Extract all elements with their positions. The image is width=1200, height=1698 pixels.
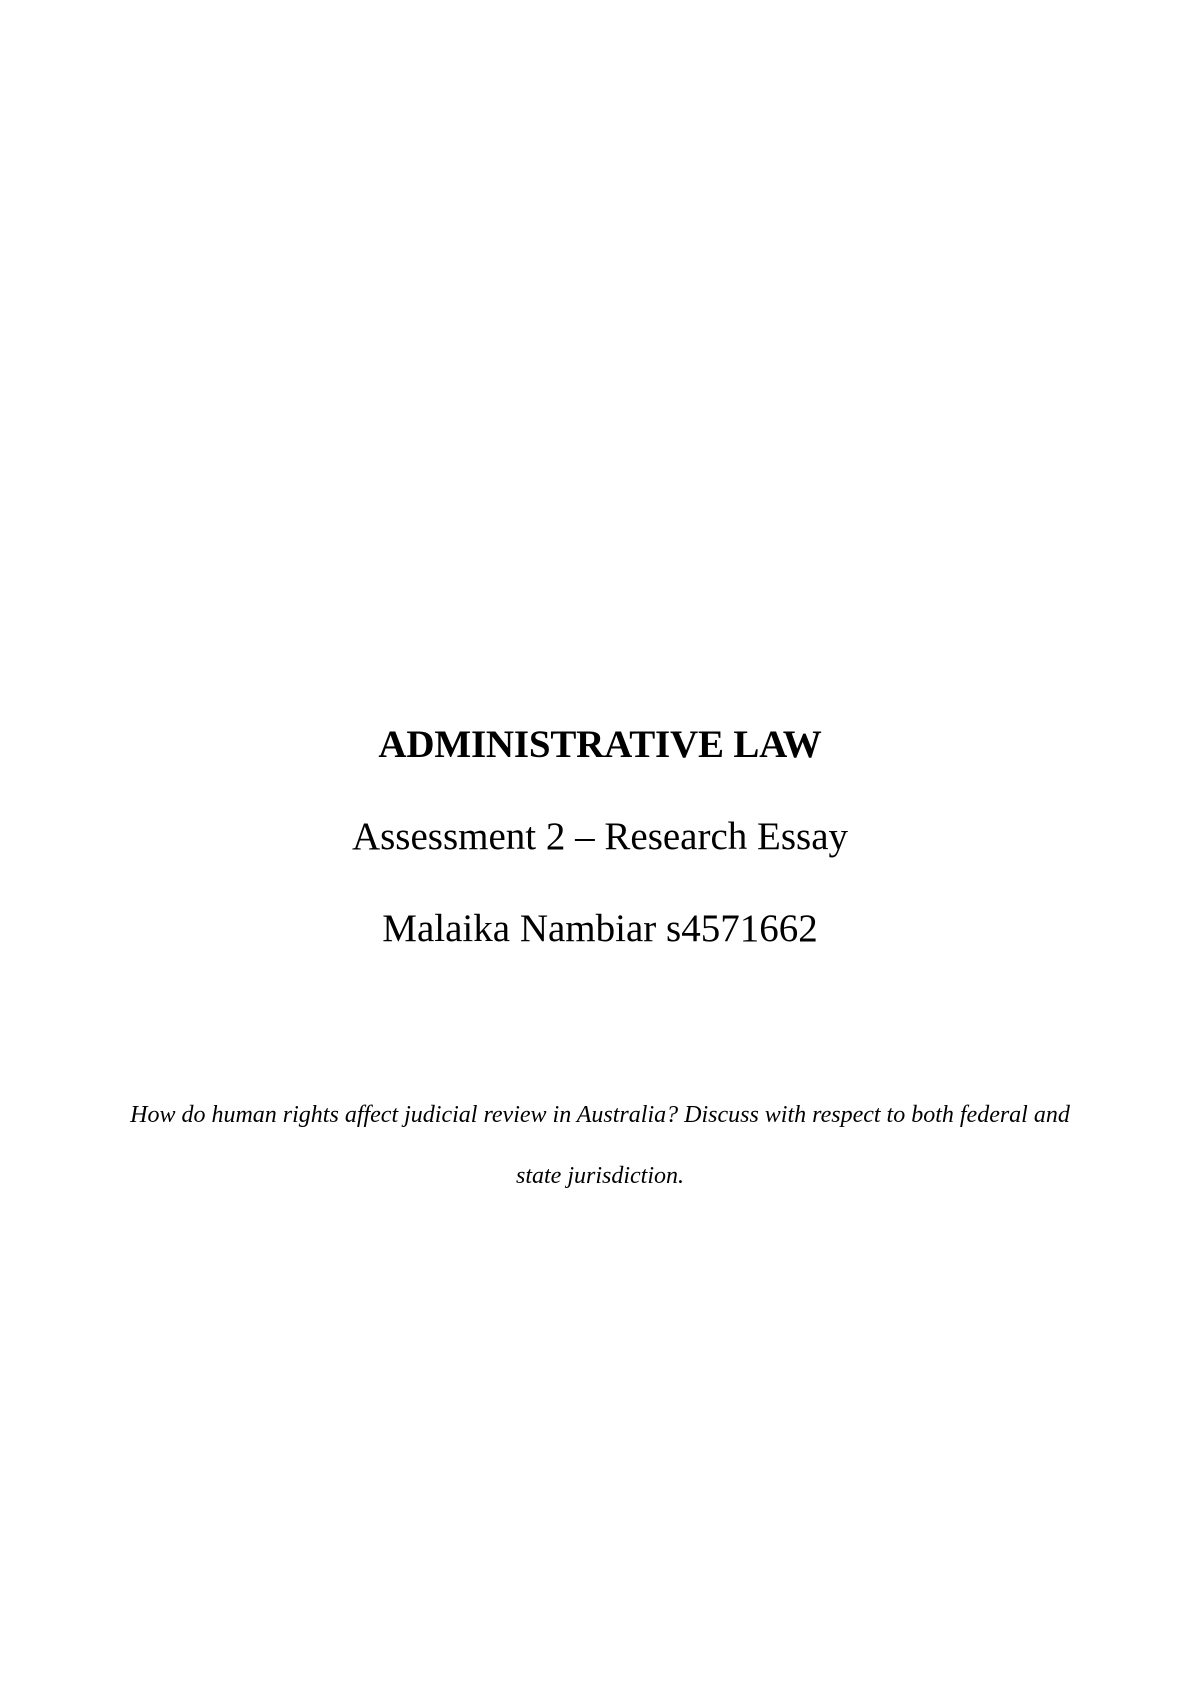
course-title: ADMINISTRATIVE LAW [378, 723, 822, 766]
author-line: Malaika Nambiar s4571662 [382, 907, 818, 950]
essay-question: How do human rights affect judicial review in Australia? Discuss with respect to both federal and state jurisdiction. [130, 1102, 1070, 1189]
assessment-subtitle: Assessment 2 – Research Essay [351, 815, 849, 858]
